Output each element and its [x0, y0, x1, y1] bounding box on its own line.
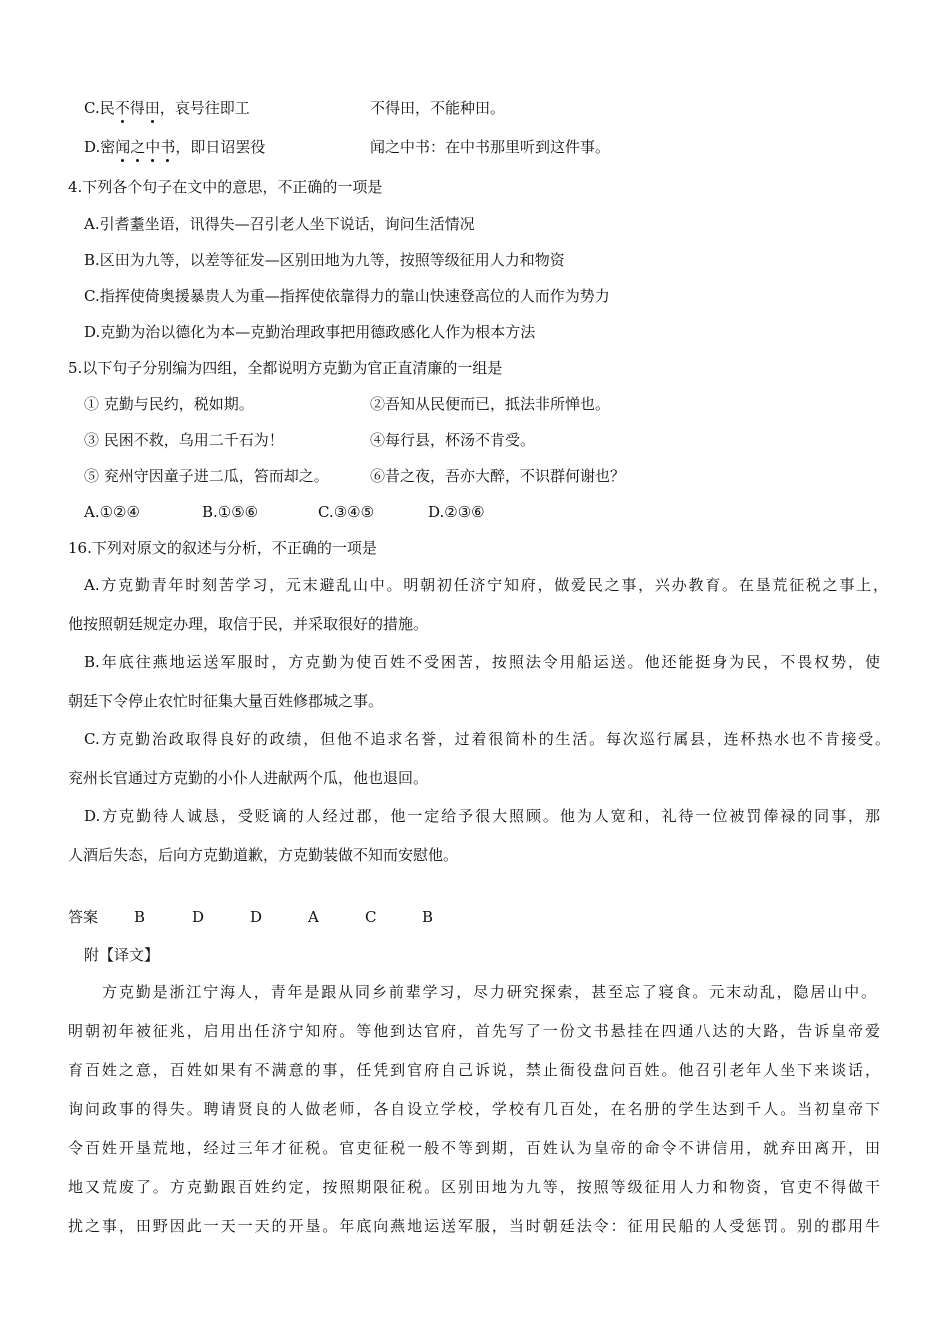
q16-option-d-line1: D.方克勤待人诚恳，受贬谪的人经过郡，他一定给予很大照顾。他为人宽和，礼待一位被罚俸禄的同事，那: [84, 807, 880, 825]
q3-option-c-explain: 不得田，不能种田。: [370, 99, 506, 117]
q5-item-2: ②吾知从民便而已，抵法非所惮也。: [370, 395, 611, 413]
emphasis-char: 中: [145, 138, 161, 156]
emphasis-char: 田: [144, 99, 160, 117]
q5-item-5: ⑤ 兖州守因童子进二瓜，笞而却之。: [84, 467, 329, 485]
q4-option-d: D.克勤为治以德化为本—克勤治理政事把用德政感化人作为根本方法: [84, 323, 536, 341]
q3-c-text-c: ，哀号往即工: [159, 99, 250, 117]
q16-option-d-line2: 人酒后失态，后向方克勤道歉，方克勤装做不知而安慰他。: [68, 846, 459, 864]
emphasis-char: 书: [160, 138, 176, 156]
translation-line: 育百姓之意，百姓如果有不满意的事，任凭到官府自己诉说，禁止衙役盘问百姓。他召引老年人坐下来谈话，: [68, 1061, 880, 1079]
q5-option-d: D.②③⑥: [428, 503, 485, 521]
answer-6: B: [422, 908, 434, 926]
q3-c-text-a: C.民: [84, 99, 115, 117]
answer-5: C: [365, 908, 377, 926]
translation-line: 明朝初年被征兆，启用出任济宁知府。等他到达官府，首先写了一份文书悬挂在四通八达的大路，告诉皇帝爱: [68, 1022, 880, 1040]
q16-option-a-line2: 他按照朝廷规定办理，取信于民，并采取很好的措施。: [68, 615, 429, 633]
q5-option-a: A.①②④: [84, 503, 140, 521]
q5-item-3: ③ 民困不救，乌用二千石为！: [84, 431, 284, 449]
q16-stem: 16.下列对原文的叙述与分析，不正确的一项是: [68, 539, 377, 557]
q5-stem: 5.以下句子分别编为四组，全都说明方克勤为官正直清廉的一组是: [68, 359, 503, 377]
q5-item-4: ④每行县，杯汤不肯受。: [370, 431, 536, 449]
q5-item-6: ⑥昔之夜，吾亦大醉，不识群何谢也？: [370, 467, 626, 485]
emphasis-char: 不: [114, 99, 130, 117]
translation-heading: 附【译文】: [84, 946, 160, 964]
translation-line: 地又荒废了。方克勤跟百姓约定，按照期限征税。区别田地为九等，按照等级征用人力和物资，官吏不得做干: [68, 1178, 880, 1196]
q3-option-d-explain: 闻之中书：在中书那里听到这件事。: [370, 138, 611, 156]
translation-line: 方克勤是浙江宁海人，青年是跟从同乡前辈学习，尽力研究探索，甚至忘了寝食。元末动乱，隐居山中。: [102, 983, 876, 1001]
q4-option-a: A.引耆耋坐语，讯得失—召引老人坐下说话，询问生活情况: [84, 215, 475, 233]
q3-option-d: [84, 137, 265, 157]
q5-option-b: B.①⑤⑥: [202, 503, 259, 521]
answer-1: B: [134, 908, 146, 926]
translation-line: 询问政事的得失。聘请贤良的人做老师，各自设立学校，学校有几百处，在名册的学生达到千人。当初皇帝下: [68, 1100, 880, 1118]
q16-option-b-line2: 朝廷下令停止农忙时征集大量百姓修郡城之事。: [68, 692, 384, 710]
translation-line: 扰之事，田野因此一天一天的开垦。年底向燕地运送军服，当时朝廷法令：征用民船的人受惩罚。别的郡用牛: [68, 1217, 880, 1235]
q4-option-c: C.指挥使倚奥援暴贵人为重—指挥使依靠得力的靠山快速登高位的人而作为势力: [84, 287, 610, 305]
answer-3: D: [250, 908, 263, 926]
q5-item-1: ① 克勤与民约，税如期。: [84, 395, 254, 413]
answer-key: [68, 907, 488, 927]
q16-option-c-line1: C.方克勤治政取得良好的政绩，但他不追求名誉，过着很简朴的生活。每次巡行属县，连杯热水也不肯接受。: [84, 730, 890, 748]
q16-option-c-line2: 兖州长官通过方克勤的小仆人进献两个瓜，他也退回。: [68, 769, 429, 787]
translation-line: 令百姓开垦荒地，经过三年才征税。官吏征税一般不等到期，百姓认为皇帝的命令不讲信用，就弃田离开，田: [68, 1139, 880, 1157]
q3-d-text-a: D.密: [84, 138, 116, 156]
q4-stem: 4.下列各个句子在文中的意思，不正确的一项是: [68, 178, 383, 196]
answer-2: D: [192, 908, 205, 926]
emphasis-char: 闻: [115, 138, 131, 156]
q4-option-b: B.区田为九等，以差等征发—区别田地为九等，按照等级征用人力和物资: [84, 251, 565, 269]
q16-option-a-line1: A.方克勤青年时刻苦学习，元末避乱山中。明朝初任济宁知府，做爱民之事，兴办教育。在垦荒征税之事上，: [84, 576, 888, 594]
emphasis-char: 之: [130, 138, 146, 156]
answer-label: 答案: [68, 908, 99, 926]
q3-option-c: [84, 98, 250, 118]
q5-option-c: C.③④⑤: [318, 503, 375, 521]
q16-option-b-line1: B.年底往燕地运送军服时，方克勤为使百姓不受困苦，按照法令用船运送。他还能挺身为民，不畏权势，使: [84, 653, 880, 671]
q3-d-text-b: ，即日诏罢役: [175, 138, 266, 156]
q3-c-text-b: 得: [129, 99, 145, 117]
answer-4: A: [308, 908, 319, 926]
